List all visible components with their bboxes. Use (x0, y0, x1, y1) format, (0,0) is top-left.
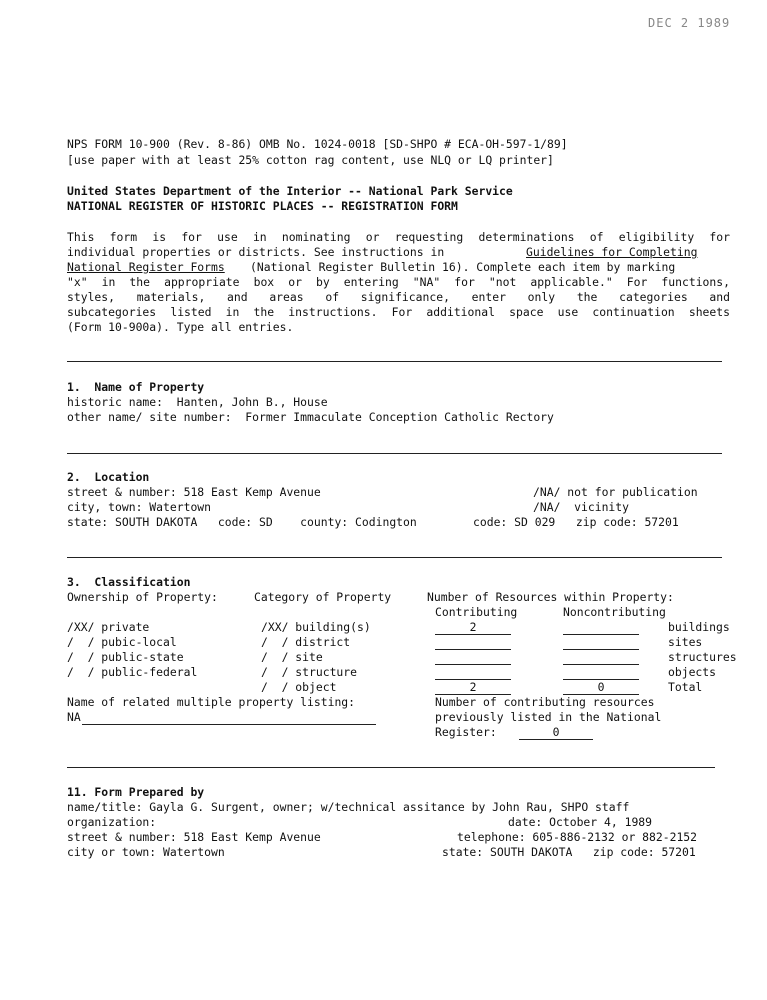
noncontributing-heading: Noncontributing (563, 605, 666, 619)
intro-line-1: This form is for use in nominating or requesting determinations of eligibility for (67, 230, 730, 244)
historic-name: historic name: Hanten, John B., House (67, 395, 328, 409)
category-heading: Category of Property (254, 590, 392, 604)
form-title: NATIONAL REGISTER OF HISTORIC PLACES -- REGISTRATION FORM (67, 199, 458, 213)
divider (67, 361, 722, 362)
previously-listed-count: 0 (519, 725, 593, 740)
resource-label-buildings: buildings (668, 620, 730, 634)
category-district: / / district (261, 635, 351, 649)
intro-line-7: (Form 10-900a). Type all entries. (67, 320, 294, 334)
contributing-sites (435, 635, 511, 650)
divider (67, 767, 715, 768)
resource-label-objects: objects (668, 665, 717, 679)
organization: organization: (67, 815, 157, 829)
resource-label-total: Total (668, 680, 703, 694)
intro-line-4: "x" in the appropriate box or by entering "NA" for "not applicable." For functions, (67, 275, 730, 289)
intro-line-5: styles, materials, and areas of significance, enter only the categories and (67, 290, 730, 304)
ownership-public-state: / / public-state (67, 650, 184, 664)
noncontributing-buildings (563, 620, 639, 635)
previously-listed-line-2: previously listed in the National (435, 710, 662, 724)
multiple-property-value: NA (67, 710, 81, 724)
multiple-property-blank (82, 710, 376, 725)
noncontributing-structures (563, 650, 639, 665)
resource-label-sites: sites (668, 635, 703, 649)
section-1-title: 1. Name of Property (67, 380, 205, 394)
form-number-line: NPS FORM 10-900 (Rev. 8-86) OMB No. 1024-0018 [SD-SHPO # ECA-OH-597-1/89] (67, 137, 568, 151)
preparer-street: street & number: 518 East Kemp Avenue (67, 830, 321, 844)
category-structure: / / structure (261, 665, 358, 679)
received-stamp: DEC 2 1989 (648, 16, 731, 30)
paper-instruction-line: [use paper with at least 25% cotton rag content, use NLQ or LQ printer] (67, 153, 554, 167)
preparer-city: city or town: Watertown (67, 845, 225, 859)
prepared-date: date: October 4, 1989 (508, 815, 653, 829)
multiple-property-label: Name of related multiple property listing: (67, 695, 356, 709)
previously-listed-line-1: Number of contributing resources (435, 695, 655, 709)
ownership-heading: Ownership of Property: (67, 590, 218, 604)
divider (67, 453, 722, 454)
noncontributing-objects (563, 665, 639, 680)
category-site: / / site (261, 650, 323, 664)
ownership-public-local: / / pubic-local (67, 635, 177, 649)
intro-line-3b: (National Register Bulletin 16). Complete each item by marking (250, 260, 676, 274)
code-zip-line: code: SD 029 zip code: 57201 (473, 515, 679, 529)
section-2-title: 2. Location (67, 470, 150, 484)
preparer-telephone: telephone: 605-886-2132 or 882-2152 (457, 830, 698, 844)
vicinity: /NA/ vicinity (533, 500, 630, 514)
preparer-name-title: name/title: Gayla G. Surgent, owner; w/technical assitance by John Rau, SHPO staff (67, 800, 630, 814)
other-name: other name/ site number: Former Immaculate Conception Catholic Rectory (67, 410, 554, 424)
contributing-objects (435, 665, 511, 680)
noncontributing-sites (563, 635, 639, 650)
section-3-title: 3. Classification (67, 575, 191, 589)
ownership-public-federal: / / public-federal (67, 665, 198, 679)
divider (67, 557, 722, 558)
noncontributing-total: 0 (563, 680, 639, 695)
preparer-state-zip: state: SOUTH DAKOTA zip code: 57201 (442, 845, 696, 859)
department-heading: United States Department of the Interior -- National Park Service (67, 184, 513, 198)
intro-line-2a: individual properties or districts. See instructions in (67, 245, 445, 259)
section-11-title: 11. Form Prepared by (67, 785, 205, 799)
ownership-private: /XX/ private (67, 620, 150, 634)
contributing-buildings: 2 (435, 620, 511, 635)
guidelines-link-text: Guidelines for Completing (526, 245, 698, 259)
not-for-publication: /NA/ not for publication (533, 485, 698, 499)
state-county-line: state: SOUTH DAKOTA code: SD county: Codington (67, 515, 417, 529)
resources-heading: Number of Resources within Property: (427, 590, 674, 604)
contributing-total: 2 (435, 680, 511, 695)
category-building: /XX/ building(s) (261, 620, 371, 634)
previously-listed-line-3: Register: (435, 725, 497, 739)
category-object: / / object (261, 680, 337, 694)
city-town: city, town: Watertown (67, 500, 212, 514)
street-number: street & number: 518 East Kemp Avenue (67, 485, 321, 499)
bulletin-title-text: National Register Forms (67, 260, 225, 274)
resource-label-structures: structures (668, 650, 737, 664)
contributing-heading: Contributing (435, 605, 518, 619)
intro-line-6: subcategories listed in the instructions. For additional space use continuation sheets (67, 305, 730, 319)
contributing-structures (435, 650, 511, 665)
